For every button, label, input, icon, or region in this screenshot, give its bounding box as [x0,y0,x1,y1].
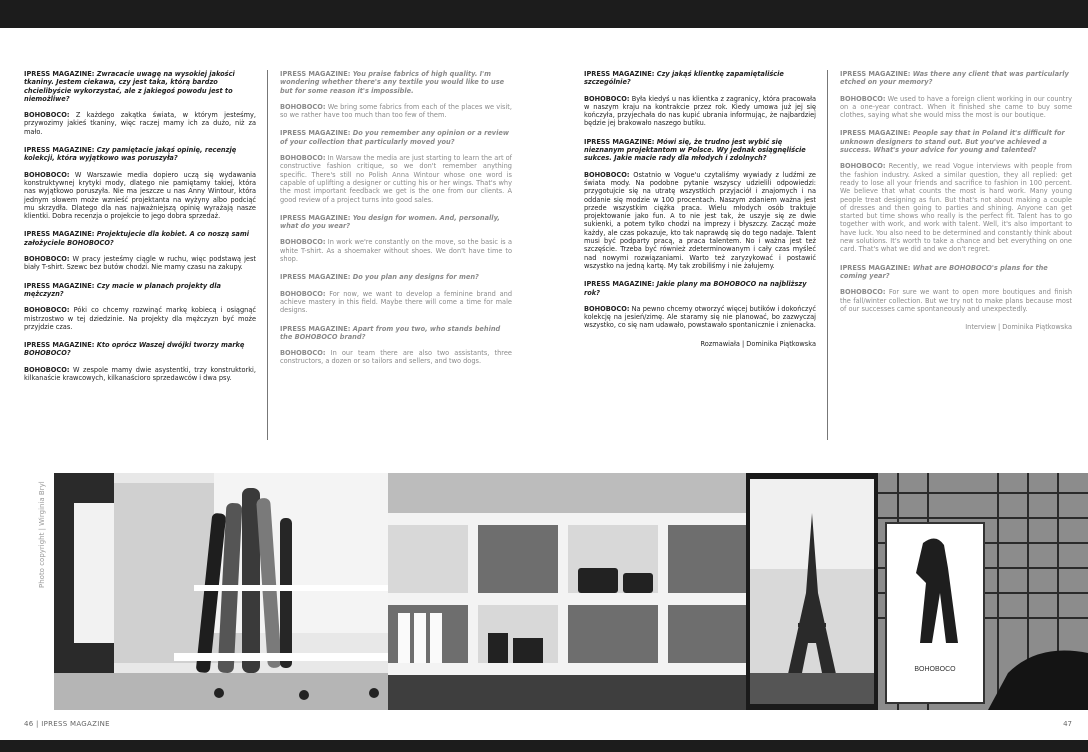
question: IPRESS MAGAZINE: Kto oprócz Waszej dwójki tworzy markę BOHOBOCO? [24,341,245,358]
question: IPRESS MAGAZINE: People say that in Poland it's difficult for unknown designers to stand out. But you've achieved a success. What's your advice for young and talented? [840,129,1065,155]
column-english-right [840,70,1072,338]
photo-bohoboco-poster [878,473,1088,710]
question: IPRESS MAGAZINE: Do you plan any designs for men? [280,273,479,282]
column-divider [267,70,268,440]
question: IPRESS MAGAZINE: What are BOHOBOCO's plans for the coming year? [840,263,1048,280]
answer: BOHOBOCO: In work we're constantly on the move, so the basic is a white T-shirt. As a shoemaker without shoes. We don't have time to shop. [280,238,512,264]
magazine-spread [0,28,1088,740]
question: IPRESS MAGAZINE: Apart from you two, who stands behind the BOHOBOCO brand? [280,324,501,341]
answer: BOHOBOCO: Ostatnio w Vogue'u czytaliśmy wywiady z ludźmi ze świata mody. Na podobne pytanie wszyscy udzielili odpowiedzi: przygotujcie się na utratę wszystkich przyjaciół i znajomych i na oddanie się modzie w 100 procentach. Naszym zdaniem ważna jest przede wszystkim ciężka praca. Wielu młodych osób traktuje projektowanie jako fun. A to nie jest tak, że uszyje się ze dwie sukienki, a potem tylko chodzi na imprezy i błyszczy. Zacząć może każdy, ale czas pokazuje, kto tak naprawdę się do tego nadaje. Talent musi być podparty pracą, a praca talentem. No i ważna jest też szczęście. Trzeba być również zdeterminowanym i cały czas myśleć nad nowymi rozwiązaniami. Warto też zaryzykować i postawić wszystko na jedną kartę. My tak zrobiliśmy i nie żałujemy. [584,170,816,270]
column-polish-right [584,70,816,355]
question: IPRESS MAGAZINE: You design for women. And, personally, what do you wear? [280,213,500,231]
photo-shelves [388,473,746,710]
poster-brand-text: BOHOBOCO [914,666,956,673]
column-english-left [280,70,512,376]
question: IPRESS MAGAZINE: Czy pamiętacie jakąś opinię, recenzję kolekcji, która wyjątkowo was poruszyła? [24,146,237,163]
photo-eiffel-poster [746,473,878,710]
question: IPRESS MAGAZINE: Mówi się, że trudno jest wybić się nieznanym projektantom w Polsce. Wy jednak osiągnęliście sukces. Jakie macie rady dla młodych i zdolnych? [584,137,806,163]
bottom-strip [0,740,1088,752]
interview-credit: Interview | Dominika Piątkowska [965,323,1072,332]
answer: BOHOBOCO: In our team there are also two assistants, three constructors, a dozen or so tailors and sellers, and two dogs. [280,349,512,366]
question: IPRESS MAGAZINE: Do you remember any opinion or a review of your collection that particularly moved you? [280,129,509,146]
answer: BOHOBOCO: Na pewno chcemy otworzyć więcej butików i dokończyć kolekcję na jesień/zimę. Ale staramy się nie planować, bo zazwyczaj wszystko, co się nam udawało, powstawało spontanicznie i znienacka. [584,304,816,330]
answer: BOHOBOCO: Recently, we read Vogue interviews with people from the fashion industry. Asked a similar question, they all replied: get ready to lose all your friends and sacrifice to fashion in 100 percent. We believe that what counts the most is hard work. Many young people treat designing as fun. But that's not about making a couple of dresses and then going to parties and shining. Anyone can get started but time shows who really is the perfect fit. Talent has to go together with work, and work with talent. Well, it's also important to have luck. You also need to be determined and constantly think about new solutions. It's worth to take a chance and bet everything on one card. That's what we did and we don't regret. [840,162,1072,254]
question: IPRESS MAGAZINE: Zwracacie uwagę na wysokiej jakości tkaniny. Jestem ciekawa, czy jest taka, którą bardzo chcielibyście wykorzystać, ale z jakiegoś powodu jest to niemożliwe? [24,70,235,103]
question: IPRESS MAGAZINE: Czy jakąś klientkę zapamiętaliście szczególnie? [584,70,784,87]
question: IPRESS MAGAZINE: Projektujecie dla kobiet. A co noszą sami założyciele BOHOBOCO? [24,230,249,247]
question: IPRESS MAGAZINE: Czy macie w planach projekty dla mężczyzn? [24,281,221,298]
column-divider [827,70,828,440]
photo-credit: Photo copyright | Wirginia Bryl [38,481,46,588]
interview-credit: Rozmawiała | Dominika Piątkowska [700,339,816,348]
page-number-right: 47 [1063,720,1072,728]
answer: BOHOBOCO: Póki co chcemy rozwinąć markę kobiecą i osiągnąć mistrzostwo w tej dziedzinie. Na projekty dla mężczyzn być może przyjdzie czas. [24,306,257,331]
answer: BOHOBOCO: For sure we want to open more boutiques and finish the fall/winter collection. But we try not to make plans because most of our successes came spontaneously and unexpectedly. [840,288,1072,313]
question: IPRESS MAGAZINE: Jakie plany ma BOHOBOCO na najbliższy rok? [584,280,807,297]
answer: BOHOBOCO: W Warszawie media dopiero uczą się wydawania konstruktywnej krytyki mody, dlatego nie pamiętamy takiej, która nas wyjątkowo poruszyła. Nie ma jeszcze u nas Anny Wintour, która jednym słowem może wznieść projektanta na wyżyny albo podciąć mu skrzydła. Dlatego dla nas najważniejszą opinię wyrażają nasze klientki. Dobra recenzja o projekcie to jego dobra sprzedaż. [24,170,256,221]
answer: BOHOBOCO: W pracy jesteśmy ciągle w ruchu, więc podstawą jest biały T-shirt. Szewc bez butów chodzi. Nie mamy czasu na zakupy. [24,255,256,272]
answer: BOHOBOCO: Z każdego zakątka świata, w którym jesteśmy, przywozimy jakieś tkaniny, więc raczej mamy ich za dużo, niż za mało. [24,111,256,136]
question: IPRESS MAGAZINE: You praise fabrics of high quality. I'm wondering whether there's any textile you would like to use but for some reason it's impossible. [280,70,505,95]
photo-fabric-rolls [54,473,388,710]
answer: BOHOBOCO: We bring some fabrics from each of the places we visit, so we rather have too much than too few of them. [280,102,512,120]
answer: BOHOBOCO: For now, we want to develop a feminine brand and achieve mastery in this field. Maybe there will come a time for male designs. [280,289,512,315]
answer: BOHOBOCO: W zespole mamy dwie asystentki, trzy konstruktorki, kilkanaście krawcowych, kilkanaściorо sprzedawców i dwa psy. [24,365,256,383]
answer: BOHOBOCO: In Warsaw the media are just starting to learn the art of constructive fashion critique, so we don't remember anything specific. There's still no Polish Anna Wintour whose one word is capable of uplifting a designer or cutting his or her wings. That's why the most important feedback we get is the one from our clients. A good review of a project turns into good sales. [280,154,512,204]
page-footer-left: 46 | IPRESS MAGAZINE [24,720,110,728]
answer: BOHOBOCO: We used to have a foreign client working in our country on a one-year contract. When it finished she came to buy some clothes, saying what she would miss the most is our boutique. [840,94,1072,120]
column-polish-left [24,70,256,392]
answer: BOHOBOCO: Była kiedyś u nas klientka z zagranicy, która pracowała w naszym kraju na kontrakcie przez rok. Kiedy umowa już jej się kończyła, przyjechała do nas kupić ubrania informując, że najbardziej będzie jej brakowało naszego butiku. [584,94,816,128]
question: IPRESS MAGAZINE: Was there any client that was particularly etched on your memory? [840,70,1069,87]
